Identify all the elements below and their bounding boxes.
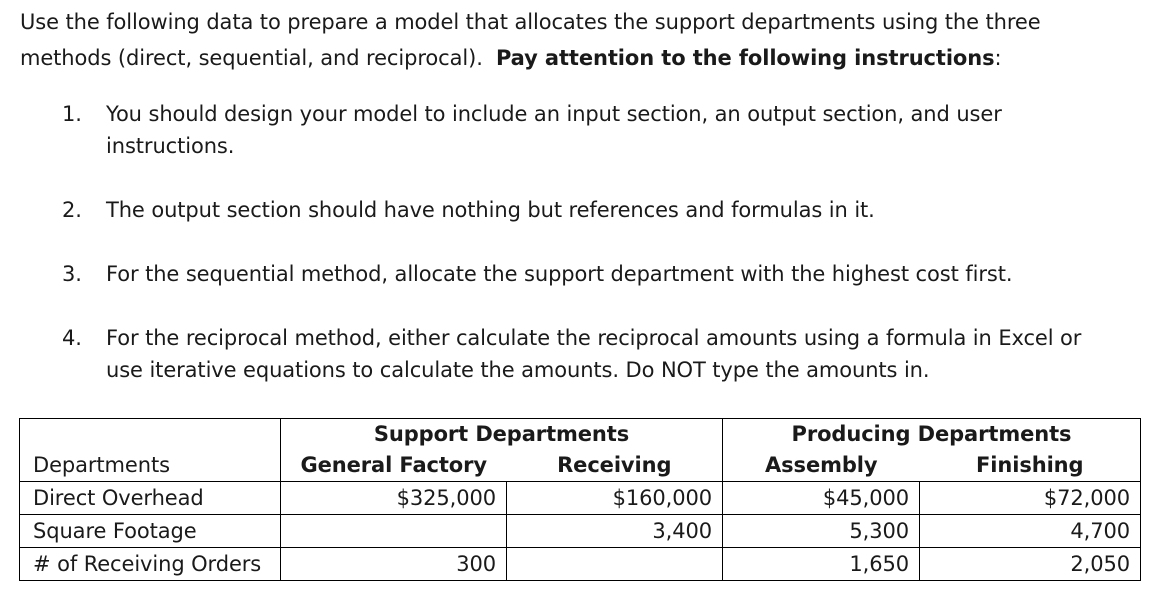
assembly-header: Assembly	[723, 449, 920, 482]
table-cell: 4,700	[920, 515, 1141, 548]
table-cell: $72,000	[920, 482, 1141, 515]
producing-departments-header: Producing Departments	[723, 419, 1141, 450]
table-row	[20, 482, 1141, 515]
table-cell: 1,650	[723, 548, 920, 581]
instruction-text	[106, 258, 1126, 290]
instruction-number: 2.	[62, 198, 82, 222]
header-empty-cell	[20, 419, 281, 450]
row-label: Square Footage	[20, 515, 281, 548]
intro-line-2-end: :	[994, 46, 1002, 70]
instruction-line: For the sequential method, allocate the support department with the highest cost first.	[106, 262, 1013, 286]
instruction-text	[106, 98, 1126, 162]
table-cell	[281, 515, 507, 548]
instruction-text	[106, 194, 1126, 226]
instruction-line: You should design your model to include an input section, an output section, and user	[106, 102, 1002, 126]
general-factory-header: General Factory	[281, 449, 507, 482]
support-departments-header: Support Departments	[281, 419, 723, 450]
instruction-number: 1.	[62, 102, 82, 126]
intro-line-2-start: methods (direct, sequential, and reciprocal).	[20, 46, 483, 70]
table-cell: 2,050	[920, 548, 1141, 581]
table-row	[20, 548, 1141, 581]
table-cell: $160,000	[507, 482, 723, 515]
departments-table	[19, 418, 1141, 581]
table-cell: 300	[281, 548, 507, 581]
instruction-line: use iterative equations to calculate the amounts. Do NOT type the amounts in.	[106, 358, 930, 382]
instruction-text	[106, 322, 1126, 386]
table-cell: 5,300	[723, 515, 920, 548]
table-cell: $325,000	[281, 482, 507, 515]
intro-line-2	[20, 40, 1150, 76]
receiving-header: Receiving	[507, 449, 723, 482]
finishing-header: Finishing	[920, 449, 1141, 482]
table-cell: 3,400	[507, 515, 723, 548]
instruction-number: 4.	[62, 326, 82, 350]
departments-header: Departments	[20, 449, 281, 482]
instruction-number: 3.	[62, 262, 82, 286]
table-cell: $45,000	[723, 482, 920, 515]
intro-line-2-bold: Pay attention to the following instructions	[495, 46, 995, 70]
row-label: Direct Overhead	[20, 482, 281, 515]
instruction-line: For the reciprocal method, either calculate the reciprocal amounts using a formula in Excel or	[106, 326, 1082, 350]
row-label: # of Receiving Orders	[20, 548, 281, 581]
intro-line-1: Use the following data to prepare a model that allocates the support departments using the three	[20, 10, 1041, 34]
column-header-row	[20, 449, 1141, 482]
intro-paragraph	[20, 4, 1150, 76]
table-row	[20, 515, 1141, 548]
instruction-line: The output section should have nothing but references and formulas in it.	[106, 198, 875, 222]
instruction-line: instructions.	[106, 134, 235, 158]
table-cell	[507, 548, 723, 581]
group-header-row	[20, 419, 1141, 450]
